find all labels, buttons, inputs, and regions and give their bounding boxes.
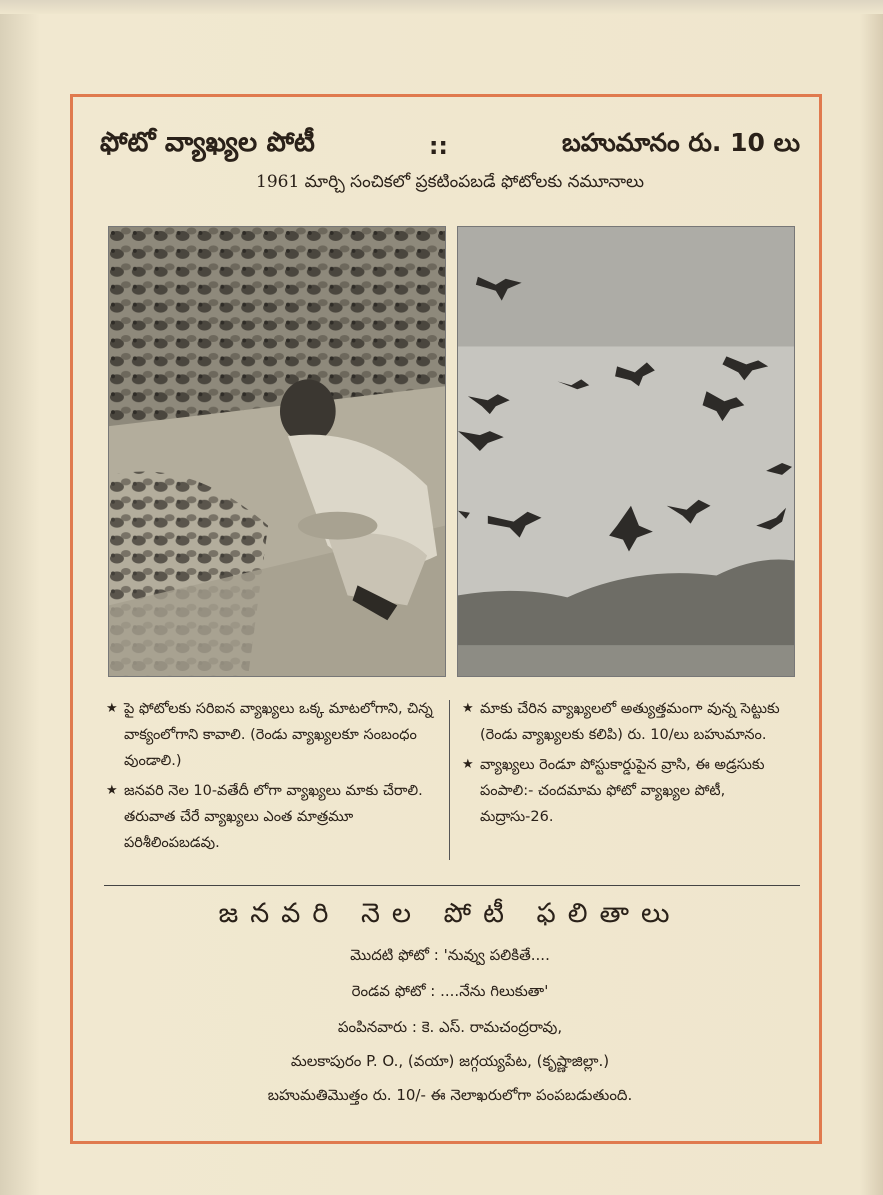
winner-address: మలకాపురం P. O., (వయా) జగ్గయ్యపేట, (కృష్ణాజిల్లా.) xyxy=(290,1052,610,1070)
first-photo-caption: మొదటి ఫోటో : 'నువ్వు పలికితే.... xyxy=(350,946,550,964)
girl-feeding-pigeons-photo xyxy=(108,226,446,677)
rule-text: వ్యాఖ్యలు రెండూ పోస్టుకార్డుపైన వ్రాసి, ఈ అడ్రసుకు పంపాలి:- చందమామ ఫోటో వ్యాఖ్యల పోటీ, మద్రాసు-26. xyxy=(480,757,765,825)
prize-note: బహుమతిమొత్తం రు. 10/- ఈ నెలాఖరులోగా పంపబడుతుంది. xyxy=(267,1086,633,1104)
rule-text: జనవరి నెల 10-వతేదీ లోగా వ్యాఖ్యలు మాకు చేరాలి. తరువాత చేరే వ్యాఖ్యలు ఎంత మాత్రమూ పరిశీలింపబడవు. xyxy=(124,783,423,851)
page-top-edge xyxy=(0,0,883,14)
winner-name: పంపినవారు : కె. ఎస్. రామచంద్రరావు, xyxy=(337,1018,563,1036)
rules-left-column xyxy=(106,696,442,860)
title-separator: :: xyxy=(428,132,449,160)
star-icon: ★ xyxy=(106,783,118,798)
rule-text: మాకు చేరిన వ్యాఖ్యలలో అత్యుత్తమంగా వున్న సెట్టుకు (రెండు వ్యాఖ్యలకు కలిపి) రు. 10/లు బహుమానం. xyxy=(480,701,780,743)
section-divider xyxy=(104,885,800,886)
column-divider xyxy=(449,700,450,860)
contest-title: ఫోటో వ్యాఖ్యల పోటీ xyxy=(100,127,315,158)
pigeons-flying-photo xyxy=(457,226,795,677)
rule-item xyxy=(106,778,442,856)
rule-item xyxy=(462,752,798,830)
star-icon: ★ xyxy=(106,701,118,716)
prize-amount: బహుమానం రు. 10 లు xyxy=(561,128,800,157)
rules-right-column xyxy=(462,696,798,834)
star-icon: ★ xyxy=(462,701,474,716)
results-title: జనవరి నెల పోటీ ఫలితాలు xyxy=(218,898,682,929)
rule-text: పై ఫోటోలకు సరిఐన వ్యాఖ్యలు ఒక్క మాటలోగాని, చిన్న వాక్యంలోగాని కావాలి. (రెండు వ్యాఖ్యలకూ సంబంధం వుండాలి.) xyxy=(124,701,433,769)
second-photo-caption: రెండవ ఫోటో : ....నేను గిలుకుతా' xyxy=(351,982,549,1000)
rule-item xyxy=(462,696,798,748)
contest-subtitle: 1961 మార్చి సంచికలో ప్రకటింపబడే ఫోటోలకు నమూనాలు xyxy=(256,172,644,192)
star-icon: ★ xyxy=(462,757,474,772)
rule-item xyxy=(106,696,442,774)
contest-header xyxy=(100,126,800,166)
